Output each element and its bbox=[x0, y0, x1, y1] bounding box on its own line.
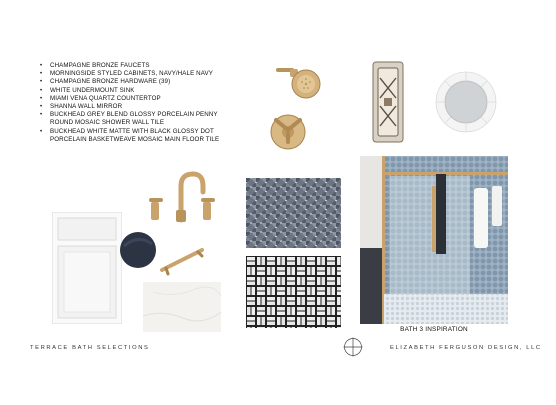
list-item: • BUCKHEAD WHITE MATTE WITH BLACK GLOSSY DOT PORCELAIN BASKETWEAVE MOSAIC MAIN FLOOR TILE bbox=[40, 128, 240, 144]
navy-color-swatch bbox=[118, 230, 158, 270]
designer-name: ELIZABETH FERGUSON DESIGN, LLC bbox=[390, 345, 542, 351]
shower-valve-image bbox=[268, 110, 308, 152]
list-item: • BUCKHEAD GREY BLEND GLOSSY PORCELAIN PENNY ROUND MOSAIC SHOWER WALL TILE bbox=[40, 111, 240, 127]
list-item: • CHAMPAGNE BRONZE HARDWARE (39) bbox=[40, 78, 240, 86]
appliance-pull-image bbox=[370, 60, 406, 144]
list-item: • MORNINGSIDE STYLED CABINETS, NAVY/HALE NAVY bbox=[40, 70, 240, 78]
inspiration-caption: BATH 3 INSPIRATION bbox=[400, 326, 468, 333]
basketweave-tile-image bbox=[246, 256, 341, 328]
shower-head-image bbox=[276, 62, 322, 102]
selections-list bbox=[40, 62, 240, 144]
cabinet-pull-image bbox=[158, 242, 212, 276]
quartz-countertop-swatch bbox=[143, 282, 221, 332]
wall-mirror-image bbox=[434, 70, 498, 134]
bath-inspiration-photo bbox=[360, 156, 508, 324]
cabinet-door-image bbox=[52, 212, 122, 324]
list-item: • MIAMI VENA QUARTZ COUNTERTOP bbox=[40, 95, 240, 103]
board-title: TERRACE BATH SELECTIONS bbox=[30, 345, 150, 351]
penny-round-tile-image bbox=[246, 178, 341, 248]
list-item: • SHANNA WALL MIRROR bbox=[40, 103, 240, 111]
list-item: • WHITE UNDERMOUNT SINK bbox=[40, 87, 240, 95]
bathroom-faucet-image bbox=[145, 168, 217, 224]
designer-logo-icon bbox=[343, 337, 363, 357]
list-item: • CHAMPAGNE BRONZE FAUCETS bbox=[40, 62, 240, 70]
